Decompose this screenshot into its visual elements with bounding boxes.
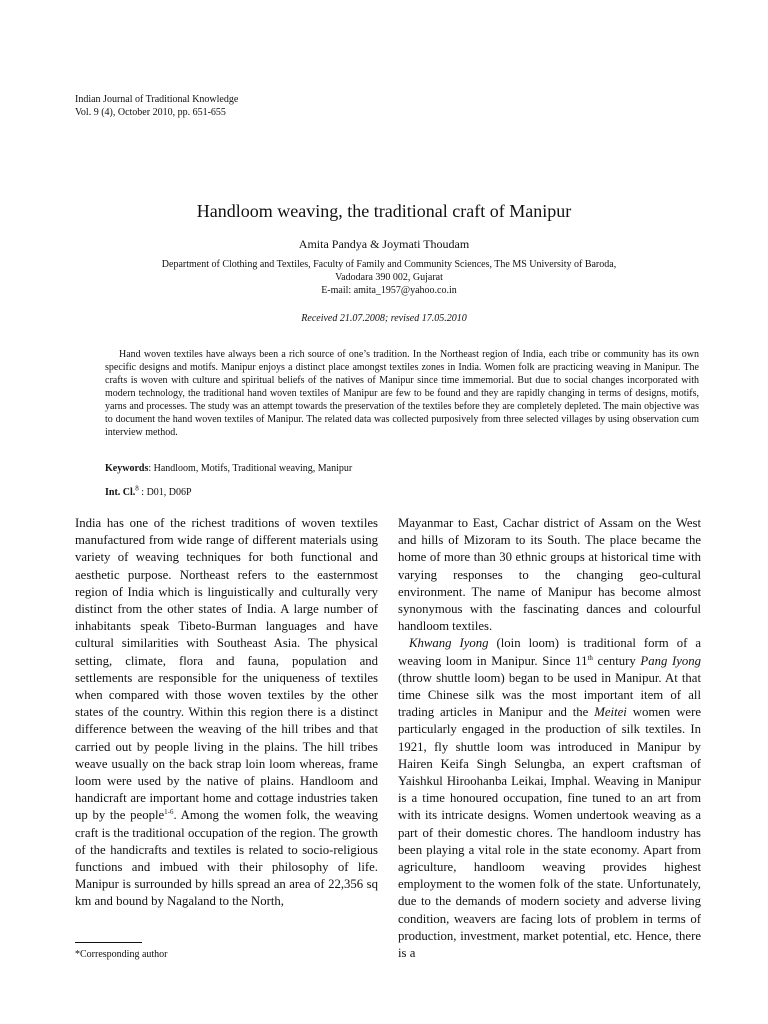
int-cl xyxy=(105,484,192,498)
body-paragraph: Khwang Iyong (loin loom) is traditional form of a weaving loom in Manipur. Since 11th century Pang Iyong (throw shuttle loom) began to be used in Manipur. At that time Chinese silk was the most important item of all trading articles in Manipur and the Meitei women were particularly engaged in the production of silk textiles. In 1921, fly shuttle loom was introduced in Manipur by Hairen Keifa Singh Selungba, an expert craftsman of Yaishkul Hiroohanba Leikai, Imphal. Weaving in Manipur is a time honoured occupation, fine tuned to an art from with its intricate designs. Women undertook weaving as a part of their domestic chores. The handloom industry has been playing a vital role in the state economy. Apart from agriculture, handloom weaving provides highest employment to the women folk of the state. Unfortunately, due to the demands of modern society and adverse living condition, weavers are facing lots of problem in terms of production, investment, market potential, etc. Hence, there is a xyxy=(398,636,701,961)
article-authors: Amita Pandya & Joymati Thoudam xyxy=(298,237,470,251)
affiliation-line1: Department of Clothing and Textiles, Faculty of Family and Community Sciences, The MS University of Baroda, xyxy=(161,259,617,270)
keywords xyxy=(105,463,352,474)
body-column-left xyxy=(75,515,378,911)
keywords-value: : Handloom, Motifs, Traditional weaving, Manipur xyxy=(148,463,353,474)
intcl-superscript: 8 xyxy=(135,484,139,493)
received-dates: Received 21.07.2008; revised 17.05.2010 xyxy=(301,313,467,324)
term-italic: Khwang Iyong xyxy=(409,636,489,651)
affiliation-line2: Vadodara 390 002, Gujarat xyxy=(335,272,443,283)
author-email: E-mail: amita_1957@yahoo.co.in xyxy=(321,285,457,296)
affiliation xyxy=(100,258,678,297)
body-column-right xyxy=(398,515,701,962)
term-italic: Meitei xyxy=(594,705,627,720)
body-paragraph: India has one of the richest traditions of woven textiles manufactured from wide range of different materials using variety of weaving techniques for both functional and aesthetic purpose. Northeast refers to the easternmost region of India which is linguistically and culturally very distinct from the other states of India. A large number of inhabitants speak Tibeto-Burman languages and have cultural similarities with Southeast Asia. The physical setting, climate, flora and fauna, population and settlements are responsible for the uniqueness of textiles when compared with those woven textiles by the other states of the country. Within this region there is a distinct difference between the weaving of the hill tribes and that carried out by people living in the plains. The hill tribes weave usually on the back strap loin loom whereas, frame loom were used by the native of plains. Handloom and handicraft are important home and cottage industries taken up by the people$^{1-6}$. Among the women folk, the weaving craft is the traditional occupation of the region. The growth of the handicrafts and textiles is related to socio-religious functions and imbued with their philosophy of life. Manipur is surrounded by hills spread an area of 22,356 sq km and bound by Nagaland to the North, xyxy=(75,516,379,909)
journal-volume: Vol. 9 (4), October 2010, pp. 651-655 xyxy=(75,107,226,118)
article-title: Handloom weaving, the traditional craft of Manipur xyxy=(196,201,572,221)
journal-name: Indian Journal of Traditional Knowledge xyxy=(75,94,239,105)
footnote-divider xyxy=(75,942,142,943)
ordinal-superscript: th xyxy=(587,653,593,662)
footnote: *Corresponding author xyxy=(75,949,168,960)
journal-header xyxy=(75,93,238,119)
citation-superscript: 1-6 xyxy=(164,808,174,817)
keywords-label: Keywords xyxy=(105,463,149,474)
intcl-label: Int. Cl. xyxy=(105,487,136,498)
abstract: Hand woven textiles have always been a rich source of one’s tradition. In the Northeast region of India, each tribe or community has its own specific designs and motifs. Manipur enjoys a distinct place amongst textiles zones in India. Women folk are practicing weaving in Manipur. The crafts is woven with culture and spiritual beliefs of the natives of Manipur since time immemorial. But due to social changes incorporated with modern technology, the traditional hand woven textiles of Manipur are few to be found and they are rapidly changing in terms of designs, motifs, yarns and processes. The study was an attempt towards the preservation of the textiles before they are completely depleted. The main objective was to document the hand woven textiles of Manipur. The related data was collected purposively from three selected villages by using observation cum interview method. xyxy=(105,349,699,438)
term-italic: Pang Iyong xyxy=(640,653,701,668)
intcl-value: : D01, D06P xyxy=(138,487,192,498)
body-paragraph: Mayanmar to East, Cachar district of Assam on the West and hills of Mizoram to its South. The place became the home of more than 30 ethnic groups at historical time with varying responses to the changing geo-cultural environment. The name of Manipur has become almost synonymous with the fascinating dances and colourful handloom textiles. xyxy=(398,516,701,634)
